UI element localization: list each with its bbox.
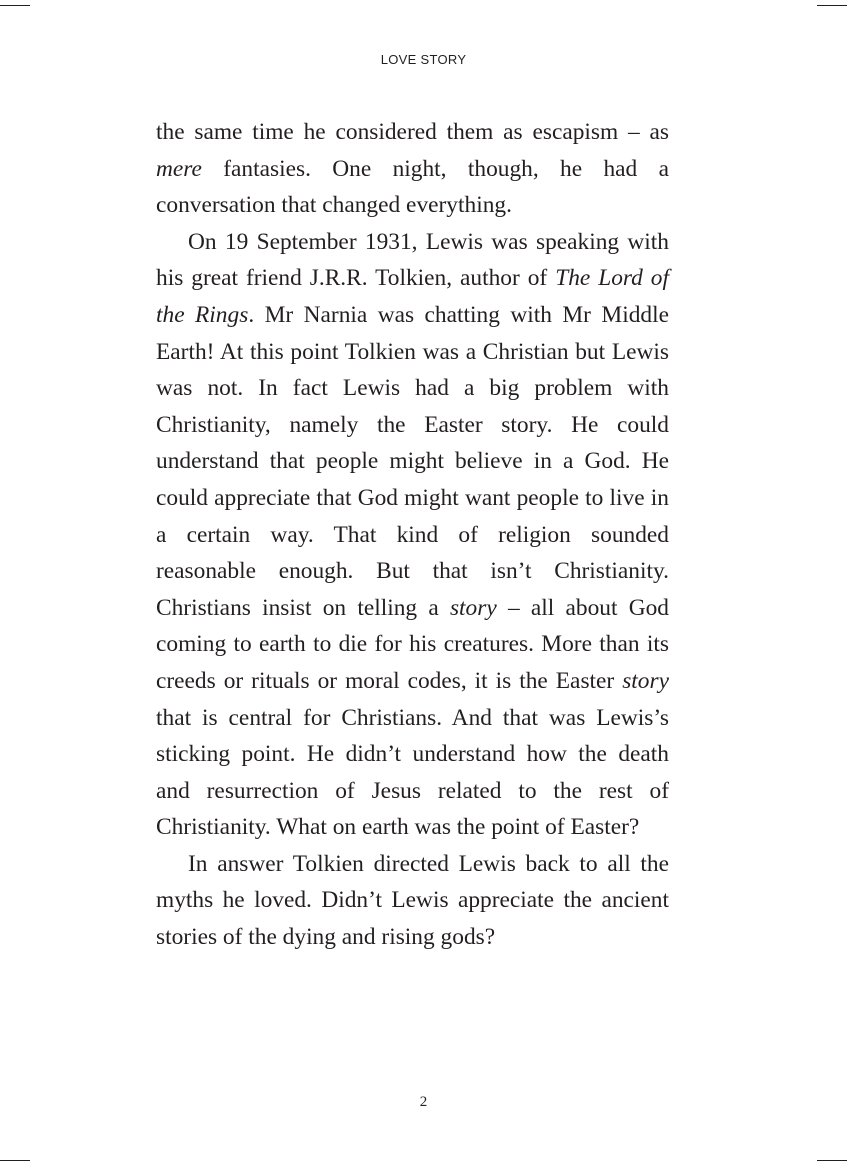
- paragraph-2: [156, 224, 669, 846]
- paragraph-2-italic-book-title: The Lord of the Rings: [156, 265, 670, 328]
- paragraph-2-text: – all about God coming to earth to die for his creatures. More than its creeds or rituals or moral codes, it is the Easter: [156, 594, 669, 694]
- body-text: [156, 114, 669, 956]
- crop-mark-bottom-left: [0, 1160, 30, 1161]
- paragraph-2-text: On 19 September 1931, Lewis was speaking with his great friend J.R.R. Tolkien, author of: [156, 228, 669, 292]
- paragraph-2-text: . Mr Narnia was chatting with Mr Middle Earth! At this point Tolkien was a Christian but Lewis was not. In fact Lewis had a big problem with Christianity, namely the Easter story. He could understand that people might believe in a God. He could appreciate that God might want people to live in a certain way. That kind of religion sounded reasonable enough. But that isn’t Christianity. Christians insist on telling a: [156, 301, 669, 621]
- paragraph-3-text: In answer Tolkien directed Lewis back to all the myths he loved. Didn’t Lewis appreciate the ancient stories of the dying and rising gods?: [156, 850, 669, 951]
- paragraph-3: [156, 846, 669, 956]
- paragraph-2-text: that is central for Christians. And that was Lewis’s sticking point. He didn’t understand how the death and resurrection of Jesus related to the rest of Christianity. What on earth was the point of Easter?: [156, 704, 669, 841]
- paragraph-1: [156, 114, 669, 224]
- paragraph-2-italic-story: story: [449, 594, 497, 621]
- paragraph-2-italic-story: story: [622, 667, 669, 694]
- crop-mark-bottom-right: [817, 1160, 847, 1161]
- crop-mark-top-right: [817, 5, 847, 6]
- crop-mark-top-left: [0, 5, 30, 6]
- running-head: LOVE STORY: [380, 52, 467, 67]
- page-number: 2: [419, 1094, 428, 1110]
- paragraph-1-text: the same time he considered them as escapism – as: [156, 119, 669, 145]
- paragraph-1-text: fantasies. One night, though, he had a conversation that changed everything.: [156, 155, 669, 219]
- paragraph-1-italic-mere: mere: [156, 155, 202, 182]
